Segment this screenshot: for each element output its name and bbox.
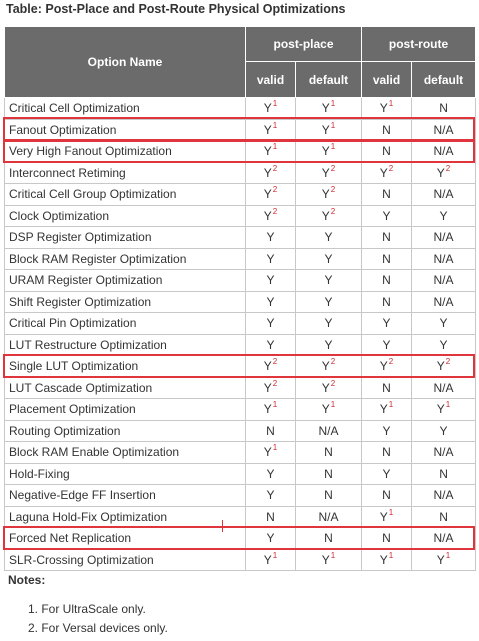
footnote-marker: 1 bbox=[272, 99, 278, 109]
post-route-valid-cell: $Y^1$ bbox=[362, 506, 412, 528]
table-row bbox=[5, 420, 476, 442]
post-route-default-cell: $Y^2$ bbox=[412, 162, 476, 184]
footnote-marker: 1 bbox=[388, 99, 394, 109]
post-place-default-cell: N/A bbox=[296, 420, 362, 442]
post-place-default-cell: Y bbox=[296, 291, 362, 313]
option-name-cell: Shift Register Optimization bbox=[5, 291, 246, 313]
header-post-route-valid: valid bbox=[362, 62, 412, 98]
notes-list bbox=[28, 600, 168, 638]
post-place-default-cell: Y bbox=[296, 334, 362, 356]
table-row bbox=[5, 463, 476, 485]
post-route-default-cell: N/A bbox=[412, 528, 476, 550]
post-place-valid-cell: $Y^1$ bbox=[246, 98, 296, 120]
post-route-default-cell: N bbox=[412, 463, 476, 485]
footnote-marker: 1 bbox=[388, 400, 394, 410]
table-row bbox=[5, 377, 476, 399]
table-title: Table: Post-Place and Post-Route Physical Optimizations bbox=[6, 2, 346, 16]
post-place-valid-cell: $Y^1$ bbox=[246, 399, 296, 421]
note-item: 1. For UltraScale only. bbox=[28, 602, 146, 616]
footnote-marker: 2 bbox=[330, 206, 336, 216]
table-row bbox=[5, 291, 476, 313]
post-route-default-cell: N/A bbox=[412, 227, 476, 249]
post-route-default-cell: Y bbox=[412, 420, 476, 442]
footnote-marker: 2 bbox=[330, 357, 336, 367]
post-route-valid-cell: Y bbox=[362, 420, 412, 442]
header-post-route-default: default bbox=[412, 62, 476, 98]
footnote-marker: 2 bbox=[272, 357, 278, 367]
option-name-cell: Forced Net Replication bbox=[5, 528, 246, 550]
table-row bbox=[5, 334, 476, 356]
post-route-default-cell: N bbox=[412, 506, 476, 528]
post-place-default-cell: N bbox=[296, 528, 362, 550]
post-place-default-cell: Y bbox=[296, 270, 362, 292]
post-route-default-cell: N/A bbox=[412, 119, 476, 141]
post-route-default-cell: $Y^1$ bbox=[412, 549, 476, 571]
option-name-cell: Block RAM Register Optimization bbox=[5, 248, 246, 270]
post-place-valid-cell: Y bbox=[246, 463, 296, 485]
option-name-cell: Critical Cell Optimization bbox=[5, 98, 246, 120]
option-name-cell: Fanout Optimization bbox=[5, 119, 246, 141]
option-name-cell: URAM Register Optimization bbox=[5, 270, 246, 292]
post-route-default-cell: Y bbox=[412, 313, 476, 335]
post-route-valid-cell: N bbox=[362, 442, 412, 464]
table-row bbox=[5, 162, 476, 184]
table-row bbox=[5, 528, 476, 550]
post-place-valid-cell: $Y^2$ bbox=[246, 184, 296, 206]
option-name-cell: Critical Pin Optimization bbox=[5, 313, 246, 335]
footnote-marker: 1 bbox=[272, 142, 278, 152]
post-place-valid-cell: $Y^1$ bbox=[246, 141, 296, 163]
option-name-cell: Hold-Fixing bbox=[5, 463, 246, 485]
option-name-cell: DSP Register Optimization bbox=[5, 227, 246, 249]
option-name-cell: Block RAM Enable Optimization bbox=[5, 442, 246, 464]
table-row bbox=[5, 98, 476, 120]
post-route-valid-cell: Y bbox=[362, 313, 412, 335]
table-row bbox=[5, 270, 476, 292]
option-name-cell: Very High Fanout Optimization bbox=[5, 141, 246, 163]
option-name-cell: Critical Cell Group Optimization bbox=[5, 184, 246, 206]
option-name-cell: Interconnect Retiming bbox=[5, 162, 246, 184]
post-route-default-cell: $Y^1$ bbox=[412, 399, 476, 421]
post-route-default-cell: N/A bbox=[412, 442, 476, 464]
post-place-default-cell: $Y^2$ bbox=[296, 184, 362, 206]
post-place-default-cell: $Y^1$ bbox=[296, 141, 362, 163]
post-place-valid-cell: N bbox=[246, 506, 296, 528]
optimizations-table bbox=[4, 26, 476, 571]
post-route-default-cell: N/A bbox=[412, 485, 476, 507]
post-place-valid-cell: Y bbox=[246, 227, 296, 249]
note-item: 2. For Versal devices only. bbox=[28, 621, 168, 635]
footnote-marker: 2 bbox=[330, 163, 336, 173]
post-place-default-cell: Y bbox=[296, 227, 362, 249]
footnote-marker: 2 bbox=[445, 163, 451, 173]
header-post-place-valid: valid bbox=[246, 62, 296, 98]
footnote-marker: 1 bbox=[272, 443, 278, 453]
option-name-cell: LUT Cascade Optimization bbox=[5, 377, 246, 399]
footnote-marker: 2 bbox=[388, 163, 394, 173]
post-place-default-cell: $Y^1$ bbox=[296, 399, 362, 421]
post-place-valid-cell: Y bbox=[246, 248, 296, 270]
post-place-default-cell: $Y^1$ bbox=[296, 549, 362, 571]
post-route-default-cell: Y bbox=[412, 205, 476, 227]
option-name-cell: Single LUT Optimization bbox=[5, 356, 246, 378]
post-route-valid-cell: $Y^1$ bbox=[362, 399, 412, 421]
post-route-valid-cell: $Y^1$ bbox=[362, 98, 412, 120]
table-row bbox=[5, 485, 476, 507]
post-route-valid-cell: Y bbox=[362, 334, 412, 356]
footnote-marker: 1 bbox=[330, 142, 336, 152]
footnote-marker: 1 bbox=[330, 400, 336, 410]
post-route-valid-cell: N bbox=[362, 377, 412, 399]
option-name-cell: LUT Restructure Optimization bbox=[5, 334, 246, 356]
post-place-default-cell: $Y^2$ bbox=[296, 377, 362, 399]
header-post-route: post-route bbox=[362, 27, 476, 62]
option-name-cell: Placement Optimization bbox=[5, 399, 246, 421]
post-place-default-cell: $Y^2$ bbox=[296, 162, 362, 184]
post-place-default-cell: Y bbox=[296, 313, 362, 335]
post-route-default-cell: $Y^2$ bbox=[412, 356, 476, 378]
footnote-marker: 1 bbox=[330, 99, 336, 109]
footnote-marker: 1 bbox=[272, 120, 278, 130]
option-name-cell: Negative-Edge FF Insertion bbox=[5, 485, 246, 507]
post-place-valid-cell: $Y^1$ bbox=[246, 549, 296, 571]
post-route-default-cell: N/A bbox=[412, 377, 476, 399]
table-row bbox=[5, 141, 476, 163]
table-row bbox=[5, 248, 476, 270]
footnote-marker: 1 bbox=[330, 550, 336, 560]
table-row bbox=[5, 356, 476, 378]
post-place-valid-cell: Y bbox=[246, 485, 296, 507]
option-name-cell: Laguna Hold-Fix Optimization bbox=[5, 506, 246, 528]
post-place-default-cell: $Y^1$ bbox=[296, 119, 362, 141]
notes-title: Notes: bbox=[8, 573, 46, 587]
footnote-marker: 1 bbox=[330, 120, 336, 130]
footnote-marker: 2 bbox=[330, 185, 336, 195]
header-post-place-default: default bbox=[296, 62, 362, 98]
post-route-valid-cell: N bbox=[362, 141, 412, 163]
footnote-marker: 2 bbox=[272, 378, 278, 388]
table-row bbox=[5, 227, 476, 249]
post-route-valid-cell: N bbox=[362, 485, 412, 507]
footnote-marker: 1 bbox=[445, 400, 451, 410]
footnote-marker: 2 bbox=[445, 357, 451, 367]
table-row bbox=[5, 442, 476, 464]
footnote-marker: 2 bbox=[272, 185, 278, 195]
post-place-default-cell: $Y^2$ bbox=[296, 356, 362, 378]
post-route-valid-cell: Y bbox=[362, 205, 412, 227]
table-row bbox=[5, 184, 476, 206]
post-place-valid-cell: $Y^2$ bbox=[246, 377, 296, 399]
footnote-marker: 2 bbox=[272, 163, 278, 173]
option-name-cell: Clock Optimization bbox=[5, 205, 246, 227]
post-route-valid-cell: $Y^2$ bbox=[362, 162, 412, 184]
post-place-valid-cell: $Y^2$ bbox=[246, 205, 296, 227]
header-option-name: Option Name bbox=[5, 27, 246, 98]
footnote-marker: 2 bbox=[272, 206, 278, 216]
post-place-valid-cell: Y bbox=[246, 291, 296, 313]
post-place-valid-cell: $Y^1$ bbox=[246, 119, 296, 141]
post-route-default-cell: N bbox=[412, 98, 476, 120]
footnote-marker: 1 bbox=[388, 507, 394, 517]
post-route-valid-cell: N bbox=[362, 184, 412, 206]
post-place-valid-cell: Y bbox=[246, 334, 296, 356]
post-place-default-cell: Y bbox=[296, 248, 362, 270]
post-route-default-cell: N/A bbox=[412, 184, 476, 206]
footnote-marker: 1 bbox=[272, 550, 278, 560]
table-row bbox=[5, 399, 476, 421]
post-place-default-cell: $Y^2$ bbox=[296, 205, 362, 227]
post-place-valid-cell: N bbox=[246, 420, 296, 442]
table-row bbox=[5, 506, 476, 528]
footnote-marker: 2 bbox=[388, 357, 394, 367]
table-body bbox=[5, 98, 476, 571]
post-route-valid-cell: $Y^1$ bbox=[362, 549, 412, 571]
table-row bbox=[5, 313, 476, 335]
header-post-place: post-place bbox=[246, 27, 362, 62]
footnote-marker: 1 bbox=[272, 400, 278, 410]
post-place-valid-cell: $Y^1$ bbox=[246, 442, 296, 464]
post-route-valid-cell: N bbox=[362, 119, 412, 141]
post-place-valid-cell: Y bbox=[246, 313, 296, 335]
post-route-valid-cell: N bbox=[362, 227, 412, 249]
table-row bbox=[5, 549, 476, 571]
post-route-valid-cell: N bbox=[362, 291, 412, 313]
post-route-default-cell: N/A bbox=[412, 141, 476, 163]
option-name-cell: Routing Optimization bbox=[5, 420, 246, 442]
post-place-valid-cell: Y bbox=[246, 528, 296, 550]
footnote-marker: 1 bbox=[388, 550, 394, 560]
option-name-cell: SLR-Crossing Optimization bbox=[5, 549, 246, 571]
post-place-default-cell: $Y^1$ bbox=[296, 98, 362, 120]
post-route-default-cell: Y bbox=[412, 334, 476, 356]
table-row bbox=[5, 119, 476, 141]
post-route-default-cell: N/A bbox=[412, 248, 476, 270]
post-place-default-cell: N bbox=[296, 442, 362, 464]
post-place-default-cell: N/A bbox=[296, 506, 362, 528]
post-route-valid-cell: N bbox=[362, 248, 412, 270]
post-place-valid-cell: $Y^2$ bbox=[246, 356, 296, 378]
post-place-default-cell: N bbox=[296, 463, 362, 485]
post-route-valid-cell: Y bbox=[362, 463, 412, 485]
footnote-marker: 2 bbox=[330, 378, 336, 388]
post-place-valid-cell: $Y^2$ bbox=[246, 162, 296, 184]
red-tick-mark bbox=[222, 520, 223, 532]
post-route-default-cell: N/A bbox=[412, 291, 476, 313]
post-route-default-cell: N/A bbox=[412, 270, 476, 292]
post-route-valid-cell: N bbox=[362, 528, 412, 550]
post-place-default-cell: N bbox=[296, 485, 362, 507]
post-place-valid-cell: Y bbox=[246, 270, 296, 292]
table-row bbox=[5, 205, 476, 227]
post-route-valid-cell: N bbox=[362, 270, 412, 292]
post-route-valid-cell: $Y^2$ bbox=[362, 356, 412, 378]
footnote-marker: 1 bbox=[445, 550, 451, 560]
